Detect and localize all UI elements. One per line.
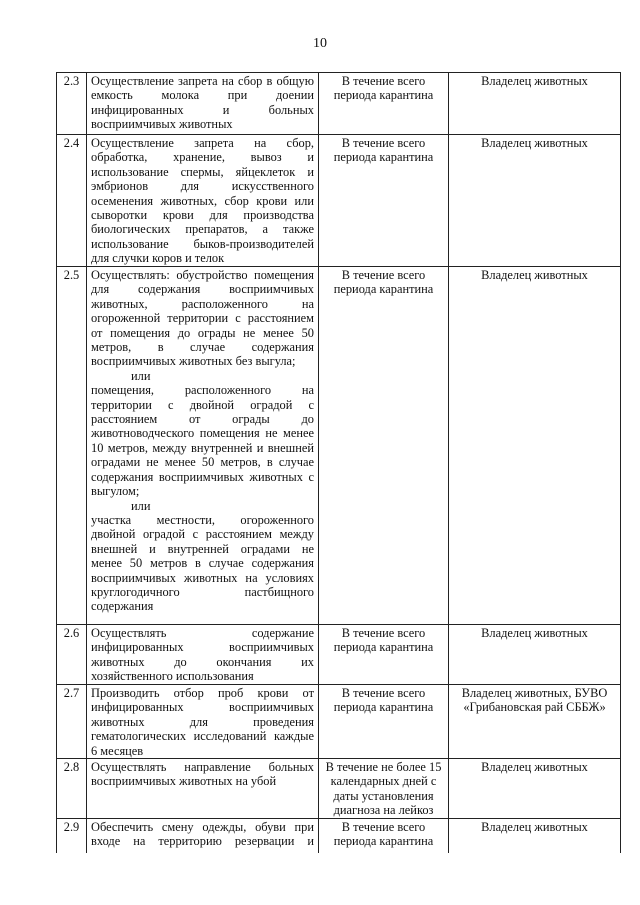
row-number: 2.3 <box>57 73 87 135</box>
text-line: участка местности, огороженного <box>91 512 314 527</box>
text-line: внешней и внутренней оградами не <box>91 541 314 556</box>
period-cell: В течение всего периода карантина <box>319 135 449 267</box>
table-row <box>57 625 621 685</box>
text-line: восприимчивых животных на условиях <box>91 570 314 585</box>
text-line: животноводческого помещения не менее <box>91 426 314 441</box>
text-line: восприимчивых животных без выгула; <box>91 354 296 369</box>
period-cell: В течение всего периода карантина <box>319 267 449 625</box>
measures-table <box>56 72 621 853</box>
text-line: гематологических исследований каждые <box>91 729 314 744</box>
text-line: двойной оградой с расстоянием между <box>91 527 314 542</box>
text-line: инфицированных восприимчивых <box>91 700 314 715</box>
text-line: для содержания восприимчивых <box>91 282 314 297</box>
table-row <box>57 73 621 135</box>
text-line: или <box>131 498 151 513</box>
page-number: 10 <box>313 36 327 51</box>
measure-text <box>87 759 319 819</box>
text-line: содержания <box>91 599 154 614</box>
text-line: помещения, расположенного на <box>91 383 314 398</box>
text-line: выгулом; <box>91 484 140 499</box>
responsible-cell: Владелец животных <box>449 819 621 853</box>
responsible-cell: Владелец животных <box>449 135 621 267</box>
table-row <box>57 819 621 853</box>
text-line: входе на территорию резервации и <box>91 834 314 849</box>
text-line: огороженной территории с расстоянием <box>91 311 314 326</box>
measure-text <box>87 267 319 625</box>
text-line: восприимчивых животных на убой <box>91 774 277 789</box>
measure-text <box>87 625 319 685</box>
text-line: круглогодичного пастбищного <box>91 584 314 599</box>
period-cell: В течение всего периода карантина <box>319 685 449 759</box>
text-line: животных для проведения <box>91 714 314 729</box>
text-line: Осуществление запрета на сбор, <box>91 136 314 150</box>
row-number: 2.9 <box>57 819 87 853</box>
table-row <box>57 267 621 625</box>
text-line: территории с двойной оградой с <box>91 397 314 412</box>
text-line: использование быков-производителей <box>91 236 314 251</box>
responsible-cell: Владелец животных <box>449 759 621 819</box>
row-number: 2.5 <box>57 267 87 625</box>
measure-text <box>87 685 319 759</box>
row-number: 2.8 <box>57 759 87 819</box>
responsible-cell: Владелец животных, БУВО «Грибановская рай СББЖ» <box>449 685 621 759</box>
measure-text <box>87 135 319 267</box>
period-cell: В течение всего периода карантина <box>319 625 449 685</box>
text-line: 6 месяцев <box>91 743 144 758</box>
text-line: Обеспечить смену одежды, обуви при <box>91 820 314 835</box>
text-line: менее 50 метров в случае содержания <box>91 556 314 571</box>
text-line: Производить отбор проб крови от <box>91 686 314 700</box>
text-line: инфицированных и больных <box>91 102 314 117</box>
text-line: метров, в случае содержания <box>91 340 314 355</box>
text-line: Осуществлять: обустройство помещения <box>91 268 314 282</box>
text-line: эмбрионов для искусственного <box>91 179 314 194</box>
text-line: животных, расположенного на <box>91 296 314 311</box>
text-line: содержания восприимчивых животных с <box>91 469 314 484</box>
period-cell: В течение не более 15 календарных дней с даты установления диагноза на лейкоз <box>319 759 449 819</box>
responsible-cell: Владелец животных <box>449 73 621 135</box>
text-line: оградами не менее 50 метров, в случае <box>91 455 314 470</box>
text-line: емкость молока при доении <box>91 88 314 103</box>
text-line: Осуществлять направление больных <box>91 760 314 775</box>
row-number: 2.7 <box>57 685 87 759</box>
table-row <box>57 685 621 759</box>
text-line: восприимчивых животных <box>91 117 233 132</box>
text-line: Осуществлять содержание <box>91 626 314 640</box>
text-line: использование спермы, яйцеклеток и <box>91 164 314 179</box>
responsible-cell: Владелец животных <box>449 625 621 685</box>
measure-text <box>87 819 319 853</box>
text-line: биологических препаратов, а также <box>91 222 314 237</box>
text-line: расстоянием от ограды до <box>91 412 314 427</box>
text-line: животных до окончания их <box>91 654 314 669</box>
text-line: или <box>131 368 151 383</box>
table-row <box>57 759 621 819</box>
text-line: от помещения до ограды не менее 50 <box>91 325 314 340</box>
period-cell: В течение всего периода карантина <box>319 819 449 853</box>
text-line: сыворотки крови для производства <box>91 208 314 223</box>
text-line: осеменения животных, сбор крови или <box>91 193 314 208</box>
measure-text <box>87 73 319 135</box>
row-number: 2.6 <box>57 625 87 685</box>
text-line: обработка, хранение, вывоз и <box>91 150 314 165</box>
text-line: инфицированных восприимчивых <box>91 640 314 655</box>
table-row <box>57 135 621 267</box>
row-number: 2.4 <box>57 135 87 267</box>
measures-table-body <box>57 73 621 853</box>
responsible-cell: Владелец животных <box>449 267 621 625</box>
text-line: Осуществление запрета на сбор в общую <box>91 74 314 88</box>
text-line: 10 метров, между внутренней и внешней <box>91 440 314 455</box>
text-line: для случки коров и телок <box>91 251 225 266</box>
period-cell: В течение всего периода карантина <box>319 73 449 135</box>
text-line: хозяйственного использования <box>91 669 254 684</box>
